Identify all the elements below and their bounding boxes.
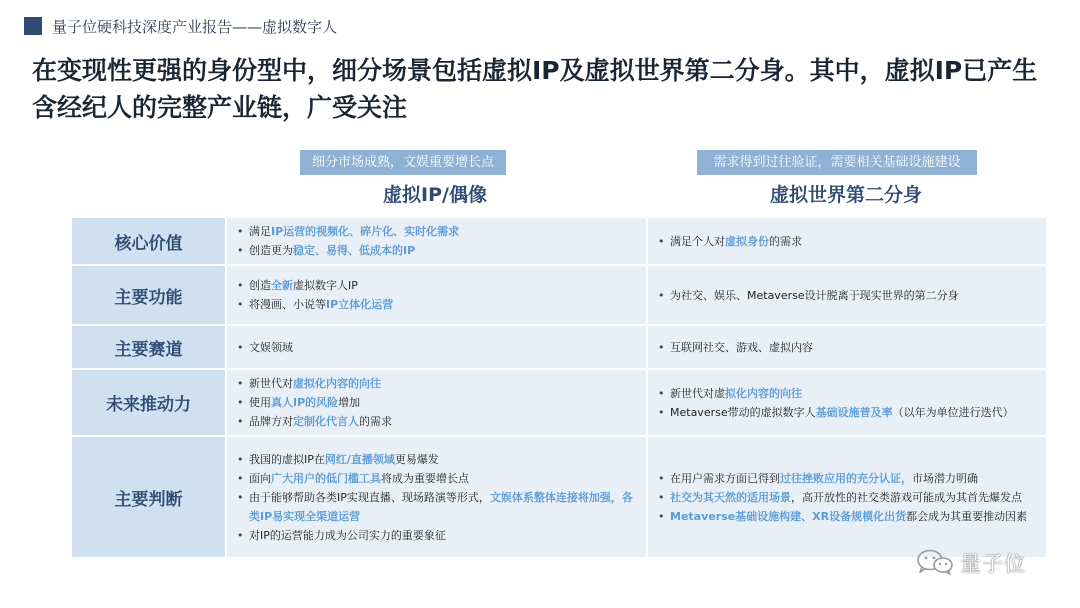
- bullet-item: [670, 507, 1038, 526]
- bullet-text: ，高开放性的社交类游戏可能成为其首先爆发点: [791, 490, 1022, 504]
- bullet-list: [233, 276, 638, 314]
- highlight-text: 真人IP的风险: [271, 396, 339, 409]
- bullet-text: 增加: [338, 396, 361, 409]
- bullet-item: [249, 276, 638, 295]
- highlight-text: 稳定、易得、低成本的IP: [293, 244, 416, 257]
- table-row-future-driver: [72, 370, 1046, 437]
- second-avatar-cell: [648, 266, 1046, 326]
- bullet-list: [233, 338, 638, 357]
- header-marker: [24, 17, 42, 35]
- bullet-text: 满足: [249, 225, 271, 238]
- highlight-text: IP立体化运营: [326, 298, 394, 311]
- bullet-item: [249, 450, 638, 469]
- page-title: 在变现性更强的身份型中，细分场景包括虚拟IP及虚拟世界第二分身。其中，虚拟IP已产生含经纪人的完整产业链，广受关注: [32, 56, 1038, 122]
- highlight-text: 基础设施普及率: [815, 405, 893, 419]
- second-avatar-cell: [648, 326, 1046, 370]
- virtual-ip-cell: [227, 266, 648, 326]
- bullet-text: 为社交、娱乐、Metaverse设计脱离于现实世界的第二分身: [670, 288, 959, 302]
- second-avatar-cell: [648, 370, 1046, 437]
- virtual-ip-cell: [227, 326, 648, 370]
- bullet-list: [654, 286, 1038, 305]
- column-heading-second-avatar: 虚拟世界第二分身: [769, 184, 922, 206]
- bullet-item: [249, 488, 638, 526]
- highlight-text: 虚拟身份: [725, 234, 769, 248]
- second-avatar-cell: [648, 218, 1046, 266]
- highlight-text: 定制化代言人: [293, 415, 359, 428]
- table-row-main-judgment: [72, 437, 1046, 559]
- virtual-ip-cell: [227, 370, 648, 437]
- bullet-text: 品牌方对: [249, 415, 293, 428]
- bullet-item: [249, 338, 638, 357]
- bullet-item: [249, 393, 638, 412]
- bullet-item: [249, 295, 638, 314]
- comparison-table: [72, 218, 1046, 559]
- bullet-text: 将成为重要增长点: [381, 471, 469, 485]
- bullet-text: 虚拟数字人IP: [293, 279, 358, 292]
- bullet-text: 使用: [249, 396, 271, 409]
- watermark-text: 量子位: [960, 552, 1026, 576]
- bullet-item: [670, 469, 1038, 488]
- highlight-text: 过往挫败应用的充分认证，: [780, 471, 912, 485]
- highlight-text: 文娱体系整体连接将加强，各类IP易实现全渠道运营: [249, 490, 633, 523]
- virtual-ip-cell: [227, 437, 648, 559]
- bullet-text: 的需求: [359, 415, 392, 428]
- bullet-list: [654, 469, 1038, 526]
- bullet-item: [670, 338, 1038, 357]
- table-row-core-value: [72, 218, 1046, 266]
- column-heading-virtual-ip: 虚拟IP/偶像: [383, 184, 487, 206]
- bullet-list: [233, 374, 638, 431]
- bullet-text: 文娱领域: [249, 340, 293, 354]
- bullet-list: [233, 450, 638, 545]
- bullet-list: [233, 222, 638, 260]
- highlight-text: 网红/直播领域: [324, 452, 395, 466]
- bullet-text: 新世代对虚: [670, 386, 725, 400]
- bullet-text: 满足个人对: [670, 234, 725, 248]
- bullet-item: [670, 384, 1038, 403]
- bullet-item: [670, 286, 1038, 305]
- bullet-text: 将漫画、小说等: [249, 298, 326, 311]
- bullet-item: [670, 403, 1038, 422]
- bullet-text: 的需求: [769, 234, 802, 248]
- bullet-list: [654, 232, 1038, 251]
- highlight-text: 广大用户的低门槛工具: [271, 471, 381, 485]
- bullet-text: 由于能够帮助各类IP实现直播、现场路演等形式，: [249, 490, 490, 504]
- row-label: 主要赛道: [72, 326, 227, 370]
- column-tag-second-avatar: 需求得到过往验证，需要相关基础设施建设: [697, 150, 977, 175]
- bullet-item: [670, 488, 1038, 507]
- bullet-text: 创造: [249, 279, 271, 292]
- watermark: [916, 547, 1056, 577]
- table-row-main-function: [72, 266, 1046, 326]
- virtual-ip-cell: [227, 218, 648, 266]
- second-avatar-cell: [648, 437, 1046, 559]
- highlight-text: 拟化内容的向往: [725, 386, 802, 400]
- bullet-item: [249, 241, 638, 260]
- highlight-text: Metaverse基础设施构建、XR设备规模化出货: [670, 509, 907, 523]
- bullet-item: [249, 526, 638, 545]
- bullet-text: 我国的虚拟IP在: [249, 452, 325, 466]
- column-tag-virtual-ip: 细分市场成熟，文娱重要增长点: [300, 150, 506, 175]
- report-header: 量子位硬科技深度产业报告——虚拟数字人: [52, 18, 338, 36]
- bullet-item: [249, 222, 638, 241]
- bullet-text: 新世代对: [249, 377, 293, 390]
- bullet-item: [670, 232, 1038, 251]
- bullet-item: [249, 412, 638, 431]
- wechat-icon: [916, 549, 954, 575]
- bullet-text: Metaverse带动的虚拟数字人: [670, 405, 816, 419]
- bullet-text: 对IP的运营能力成为公司实力的重要象征: [249, 528, 446, 542]
- bullet-text: 在用户需求方面已得到: [670, 471, 780, 485]
- bullet-list: [654, 384, 1038, 422]
- row-label: 核心价值: [72, 218, 227, 266]
- highlight-text: 社交为其天然的适用场景: [670, 490, 791, 504]
- highlight-text: 全新: [271, 279, 293, 292]
- row-label: 主要判断: [72, 437, 227, 559]
- row-label: 未来推动力: [72, 370, 227, 437]
- row-label: 主要功能: [72, 266, 227, 326]
- bullet-text: 互联网社交、游戏、虚拟内容: [670, 340, 813, 354]
- bullet-text: 都会成为其重要推动因素: [906, 509, 1028, 523]
- bullet-text: 创造更为: [249, 244, 293, 257]
- bullet-text: 市场潜力明确: [912, 471, 978, 485]
- bullet-item: [249, 469, 638, 488]
- highlight-text: IP运营的视频化、碎片化、实时化需求: [271, 225, 460, 238]
- table-row-main-track: [72, 326, 1046, 370]
- bullet-text: 更易爆发: [394, 452, 439, 466]
- bullet-text: 面向: [249, 471, 271, 485]
- bullet-list: [654, 338, 1038, 357]
- bullet-text: （以年为单位进行迭代）: [892, 405, 1014, 419]
- highlight-text: 虚拟化内容的向往: [293, 377, 381, 390]
- bullet-item: [249, 374, 638, 393]
